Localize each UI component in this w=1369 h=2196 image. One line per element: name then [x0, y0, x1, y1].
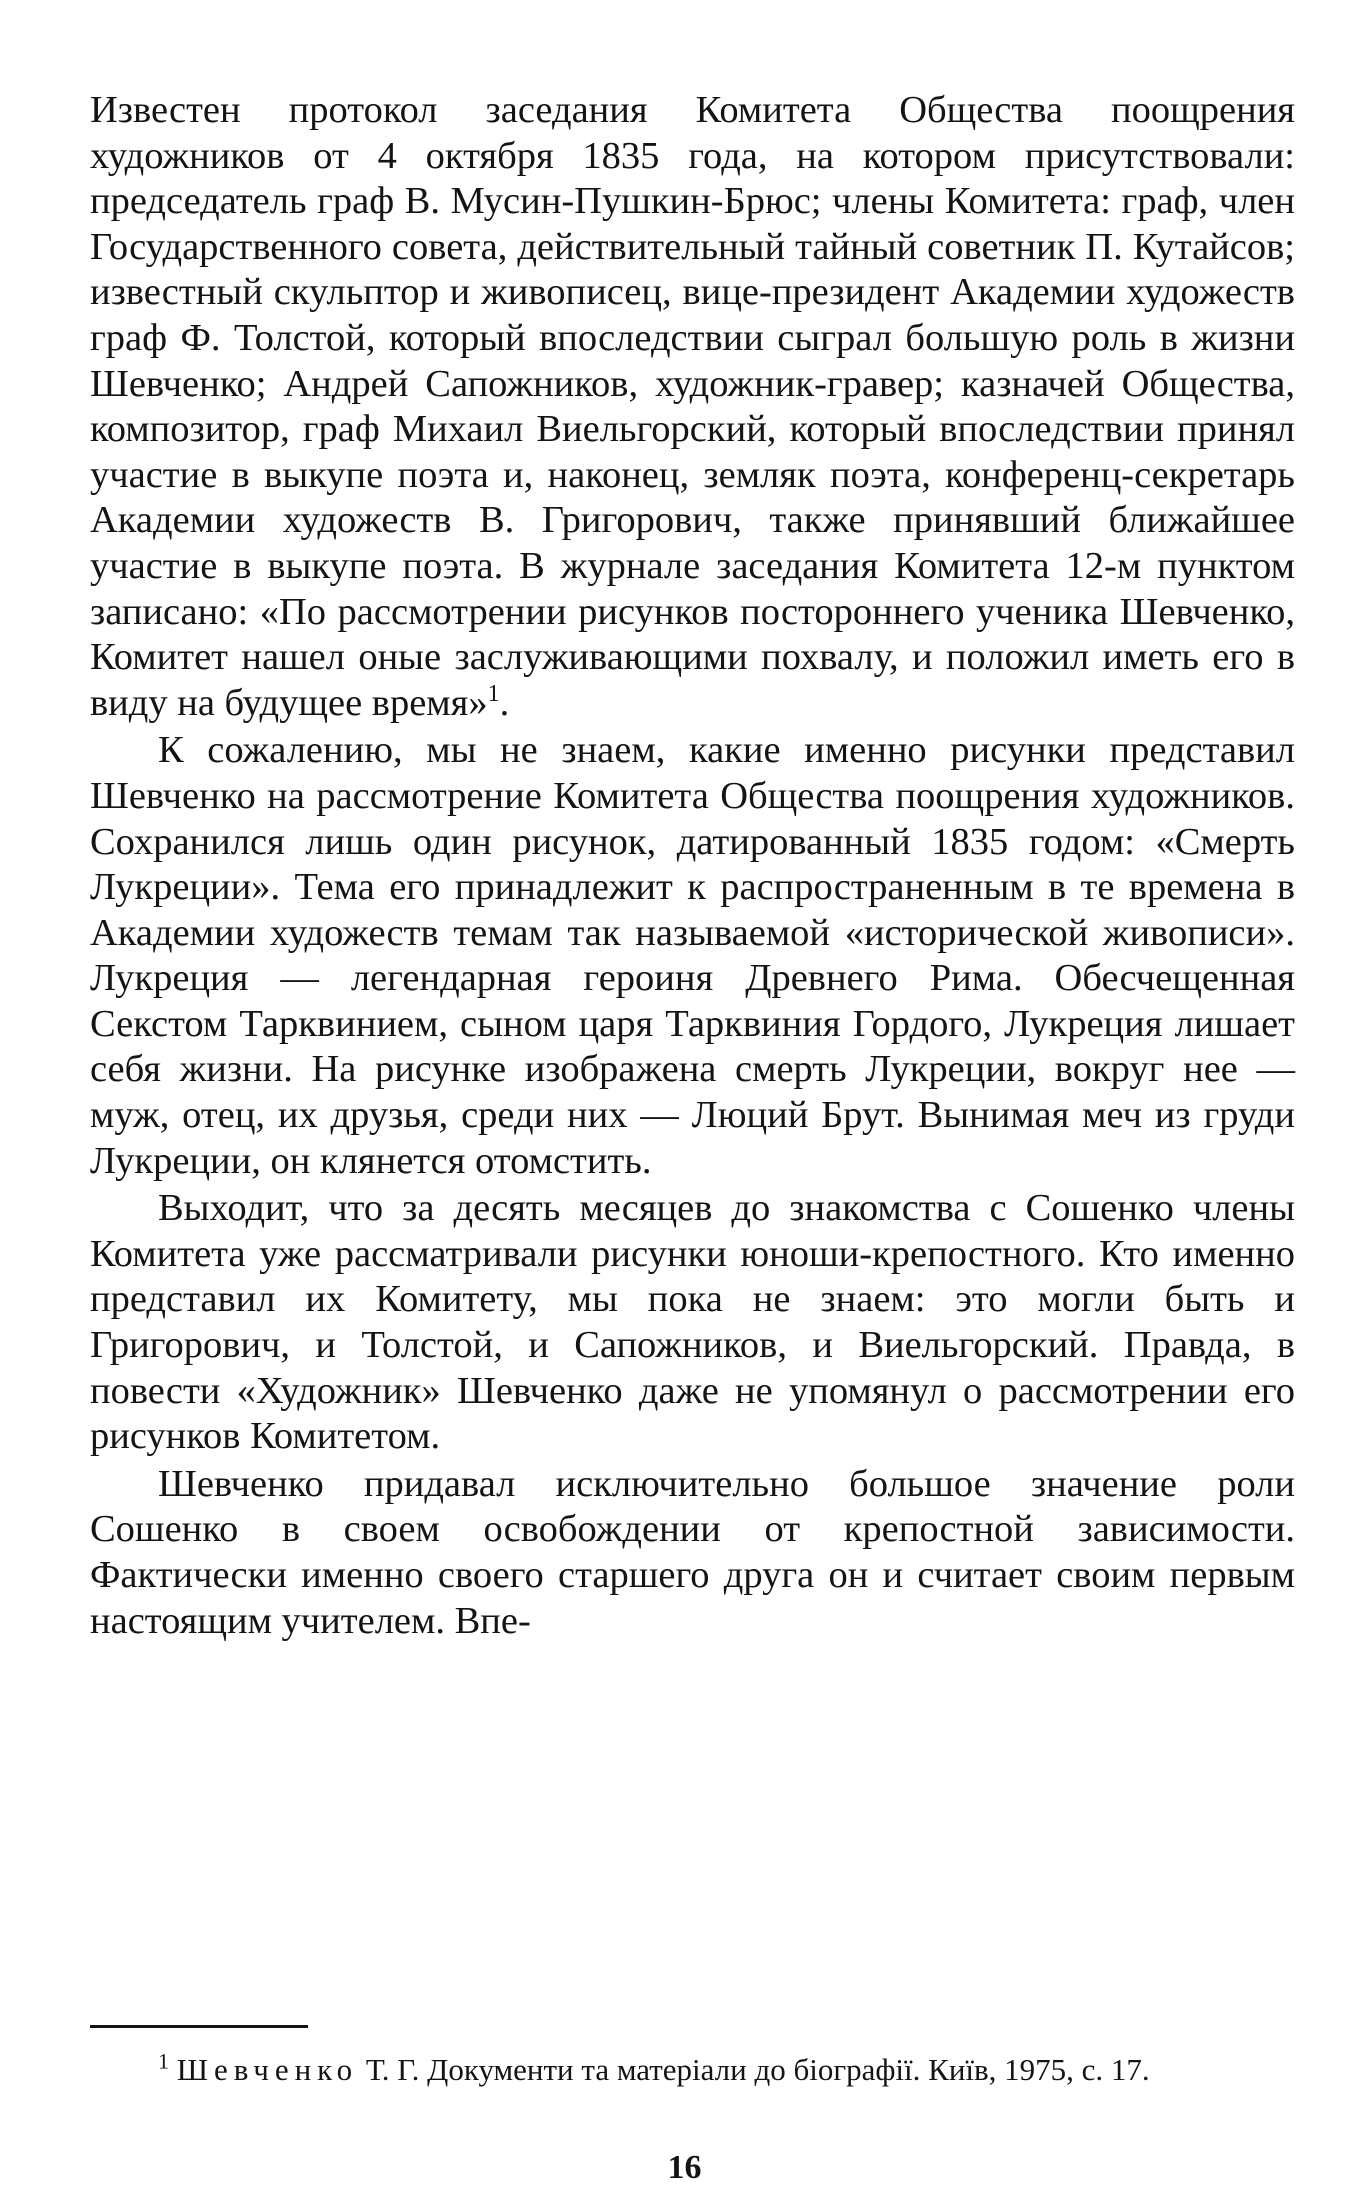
footnote-divider: [90, 2025, 308, 2028]
paragraph-1-text: Известен протокол заседания Комитета Общества поощрения художников от 4 октября 1835 года, на котором присутствовали: председатель граф В. Мусин-Пушкин-Брюс; члены Комитета: граф, член Государственного совета, действительный тайный советник П. Кутайсов; известный скульптор и живописец, вице-президент Академии художеств граф Ф. Толстой, который впоследствии сыграл большую роль в жизни Шевченко; Андрей Сапожников, художник-гравер; казначей Общества, композитор, граф Михаил Виельгорский, который впоследствии принял участие в выкупе поэта и, наконец, земляк поэта, конференц-секретарь Академии художеств В. Григорович, также принявший ближайшее участие в выкупе поэта. В журнале заседания Комитета 12-м пунктом записано: «По рассмотрении рисунков постороннего ученика Шевченко, Комитет нашел оные заслуживающими похвалу, и положил иметь его в виду на будущее время»: [90, 89, 1295, 724]
footnote-text: Т. Г. Документи та матеріали до біографії. Київ, 1975, с. 17.: [358, 2052, 1150, 2087]
paragraph-2: К сожалению, мы не знаем, какие именно рисунки представил Шевченко на рассмотрение Комитета Общества поощрения художников. Сохранился лишь один рисунок, датированный 1835 годом: «Смерть Лукреции». Тема его принадлежит к распространенным в те времена в Академии художеств темам так называемой «исторической живописи». Лукреция — легендарная героиня Древнего Рима. Обесчещенная Секстом Тарквинием, сыном царя Тарквиния Гордого, Лукреция лишает себя жизни. На рисунке изображена смерть Лукреции, вокруг нее — муж, отец, их друзья, среди них — Люций Брут. Вынимая меч из груди Лукреции, он клянется отомстить.: [90, 729, 1295, 1182]
paragraph-4: Шевченко придавал исключительно большое значение роли Сошенко в своем освобождении от крепостной зависимости. Фактически именно своего старшего друга он и считает своим первым настоящим учителем. Впе-: [90, 1462, 1295, 1642]
footnote-mark: 1: [158, 2048, 169, 2074]
footnote-author: Шевченко: [176, 2052, 359, 2087]
page-number: 16: [667, 2149, 702, 2186]
paragraph-1: [90, 88, 1295, 726]
paragraph-1-tail: .: [499, 681, 510, 724]
page-body: [90, 88, 1295, 1644]
footnote: [90, 2049, 1295, 2091]
paragraph-3: Выходит, что за десять месяцев до знакомства с Сошенко члены Комитета уже рассматривали рисунки юноши-крепостного. Кто именно представил их Комитету, мы пока не знаем: это могли быть и Григорович, и Толстой, и Сапожников, и Виельгорский. Правда, в повести «Художник» Шевченко даже не упомянул о рассмотрении его рисунков Комитетом.: [90, 1187, 1295, 1458]
footnote-reference[interactable]: 1: [487, 680, 500, 707]
